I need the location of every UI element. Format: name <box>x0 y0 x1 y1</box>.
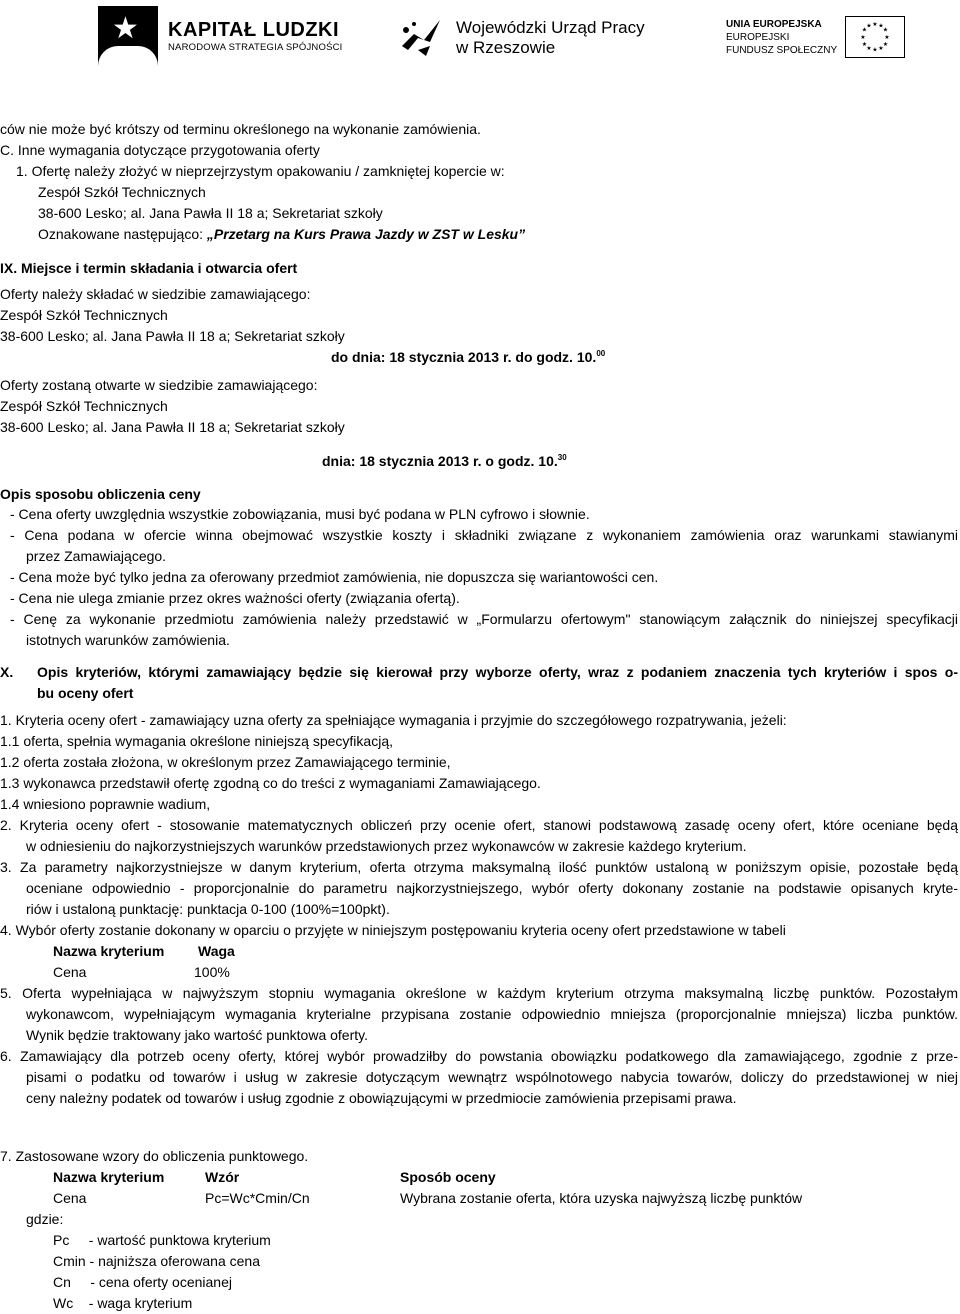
formula-cell-formula: Pc=Wc*Cmin/Cn <box>205 1190 310 1206</box>
price-bullet-5-cont: istotnych warunków zamówienia. <box>26 632 230 648</box>
x-item-1-2: 1.2 oferta została złożona, w określonym przez Zamawiającego terminie, <box>0 754 451 770</box>
legend-cmin: Cmin - najniższa oferowana cena <box>53 1253 260 1269</box>
section-x-title-cont: bu oceny ofert <box>37 685 134 701</box>
price-bullet-2-cont: przez Zamawiającego. <box>26 548 167 564</box>
intro-address: 38-600 Lesko; al. Jana Pawła II 18 a; Sekretariat szkoły <box>38 205 383 221</box>
eu-logo <box>726 16 905 58</box>
formula-header-method: Sposób oceny <box>400 1169 496 1185</box>
logo-left-subtitle: NARODOWA STRATEGIA SPÓJNOŚCI <box>168 42 343 53</box>
svg-text:★: ★ <box>860 34 866 41</box>
criteria-table-header-weight: Waga <box>198 943 235 959</box>
legend-cn: Cn - cena oferty ocenianej <box>53 1274 232 1290</box>
eu-flag-icon <box>845 16 905 58</box>
section-ix-title: IX. Miejsce i termin składania i otwarcia ofert <box>0 260 298 276</box>
svg-text:★: ★ <box>872 21 878 28</box>
logo-right-line1: UNIA EUROPEJSKA <box>726 18 822 30</box>
kapital-ludzki-logo <box>98 6 343 66</box>
opening-minutes: 30 <box>557 453 567 462</box>
x-item-7: 7. Zastosowane wzory do obliczenia punktowego. <box>0 1148 309 1164</box>
intro-school: Zespół Szkół Technicznych <box>38 184 206 200</box>
section-c-title: C. Inne wymagania dotyczące przygotowania oferty <box>0 142 320 158</box>
svg-text:★: ★ <box>878 45 884 52</box>
deadline-minutes: 00 <box>596 349 606 358</box>
criteria-table-cell-name: Cena <box>53 964 87 980</box>
ix-p6: 38-600 Lesko; al. Jana Pawła II 18 a; Sekretariat szkoły <box>0 419 345 435</box>
price-method-title: Opis sposobu obliczenia ceny <box>0 486 201 502</box>
price-bullet-4: - Cena nie ulega zmianie przez okres ważności oferty (związania ofertą). <box>10 590 460 606</box>
price-bullet-3: - Cena może być tylko jedna za oferowany przedmiot zamówienia, nie dopuszcza się wariantowości cen. <box>10 569 659 585</box>
svg-text:★: ★ <box>866 22 872 30</box>
section-x-number: X. <box>0 664 14 680</box>
formula-header-name: Nazwa kryterium <box>53 1169 165 1185</box>
criteria-table-cell-weight: 100% <box>194 964 230 980</box>
price-bullet-2: - Cena podana w ofercie winna obejmować wszystkie koszty i składniki związane z wykonaniem zamówienia oraz warunkami stawianymi <box>10 527 958 543</box>
formula-header-formula: Wzór <box>205 1169 240 1185</box>
formula-cell-name: Cena <box>53 1190 87 1206</box>
svg-text:★: ★ <box>878 22 884 30</box>
intro-line-1: ców nie może być krótszy od terminu określonego na wykonanie zamówienia. <box>0 121 481 137</box>
legend-where: gdzie: <box>26 1211 64 1227</box>
x-item-3-cont2: riów i ustaloną punktację: punktacja 0-100 (100%=100pkt). <box>26 901 390 917</box>
x-item-3-cont: oceniane odpowiednio - proporcjonalnie do parametru najkorzystniejszego, wybór oferty dokonany zostanie na podstawie opisanych kryte- <box>26 880 958 896</box>
x-item-6: 6. Zamawiający dla potrzeb oceny oferty, której wybór prowadziłby do powstania obowiązku podatkowego dla zamawiającego, zgodnie z prze- <box>0 1048 958 1064</box>
x-item-1-1: 1.1 oferta, spełnia wymagania określone niniejszą specyfikacją, <box>0 733 393 749</box>
section-x-title: Opis kryteriów, którymi zamawiający będzie się kierował przy wyborze oferty, wraz z podaniem znaczenia tych kryteriów i spos o- <box>37 664 958 680</box>
logo-right-line2: EUROPEJSKI <box>726 31 790 43</box>
page-header <box>0 0 960 80</box>
x-item-3: 3. Za parametry najkorzystniejsze w danym kryterium, oferta otrzyma maksymalną ilość punktów ustaloną w poniższym opisie, pozostałe będą <box>0 859 958 875</box>
logo-center-line1: Wojewódzki Urząd Pracy <box>456 18 645 37</box>
ix-opening <box>322 451 567 472</box>
x-item-5-cont: wykonawcom, wypełniającym wymagania kryterialne przypisana zostanie odpowiednio mniejsza (proporcjonalnie mniejsza) liczba punktów. <box>26 1006 958 1022</box>
ix-deadline <box>331 347 605 368</box>
x-item-6-cont2: ceny należny podatek od towarów i usług zgodnie z obowiązującymi w przedmiocie zamówienia przepisami prawa. <box>26 1090 737 1106</box>
formula-cell-method: Wybrana zostanie oferta, która uzyska najwyższą liczbę punktów <box>400 1190 803 1206</box>
svg-text:★: ★ <box>866 45 872 52</box>
marking-label: Oznakowane następująco: <box>38 226 207 242</box>
svg-text:★: ★ <box>861 26 868 34</box>
ix-p3: 38-600 Lesko; al. Jana Pawła II 18 a; Sekretariat szkoły <box>0 328 345 344</box>
x-item-1-3: 1.3 wykonawca przedstawił ofertę zgodną co do treści z wymaganiami Zamawiającego. <box>0 775 541 791</box>
opening-text: dnia: 18 stycznia 2013 r. o godz. 10. <box>322 453 558 469</box>
x-item-1-4: 1.4 wniesiono poprawnie wadium, <box>0 796 211 812</box>
ix-p5: Zespół Szkół Technicznych <box>0 398 168 414</box>
price-bullet-1: - Cena oferty uwzględnia wszystkie zobowiązania, musi być podana w PLN cyfrowo i słownie. <box>10 506 590 522</box>
logo-right-line3: FUNDUSZ SPOŁECZNY <box>726 44 838 56</box>
criteria-table-header-name: Nazwa kryterium <box>53 943 165 959</box>
ix-p1: Oferty należy składać w siedzibie zamawiającego: <box>0 286 311 302</box>
logo-center-line2: w Rzeszowie <box>456 38 556 57</box>
deadline-text: do dnia: 18 stycznia 2013 r. do godz. 10. <box>331 349 597 365</box>
star-icon: ★ <box>98 6 158 66</box>
x-item-4: 4. Wybór oferty zostanie dokonany w oparciu o przyjęte w niniejszym postępowaniu kryteria oceny ofert przedstawione w tabeli <box>0 922 786 938</box>
legend-pc: Pc - wartość punktowa kryterium <box>53 1232 271 1248</box>
x-item-5: 5. Oferta wypełniająca w najwyższym stopniu wymagania określone w każdym kryterium otrzyma maksymalną liczbę punktów. Pozostałym <box>0 985 958 1001</box>
wup-rzeszow-logo <box>400 16 645 60</box>
svg-text:★: ★ <box>884 34 890 41</box>
x-item-2: 2. Kryteria oceny ofert - stosowanie matematycznych obliczeń przy ocenie ofert, stanowi podstawową zasadę oceny ofert, które oceniane będą <box>0 817 958 833</box>
ix-p4: Oferty zostaną otwarte w siedzibie zamawiającego: <box>0 377 318 393</box>
svg-text:★: ★ <box>882 41 889 48</box>
x-item-1: 1. Kryteria oceny ofert - zamawiający uzna oferty za spełniające wymagania i przyjmie do szczegółowego rozpatrywania, jeżeli: <box>0 712 787 728</box>
svg-text:★: ★ <box>861 41 868 48</box>
svg-text:★: ★ <box>872 46 878 54</box>
intro-marking <box>38 224 525 245</box>
x-item-5-cont2: Wynik będzie traktowany jako wartość punktowa oferty. <box>26 1027 368 1043</box>
x-item-6-cont: pisami o podatku od towarów i usług w zakresie dotyczącym wewnątrz wspólnotowego nabycia towarów, doliczy do przedstawionej w niej <box>26 1069 958 1085</box>
logo-left-title: KAPITAŁ LUDZKI <box>168 19 340 41</box>
legend-wc: Wc - waga kryterium <box>53 1295 193 1311</box>
bird-icon <box>400 16 448 60</box>
marking-value: „Przetarg na Kurs Prawa Jazdy w ZST w Lesku” <box>206 226 526 242</box>
ix-p2: Zespół Szkół Technicznych <box>0 307 168 323</box>
price-bullet-5: - Cenę za wykonanie przedmiotu zamówienia należy przedstawić w „Formularzu ofertowym" stanowiącym załącznik do niniejszej specyfikacji <box>10 611 958 627</box>
x-item-2-cont: w odniesieniu do najkorzystniejszych warunków przedstawionych przez wykonawców w zakresie każdego kryterium. <box>26 838 747 854</box>
intro-item-1: 1. Ofertę należy złożyć w nieprzejrzystym opakowaniu / zamkniętej kopercie w: <box>16 163 505 179</box>
svg-text:★: ★ <box>882 26 889 34</box>
